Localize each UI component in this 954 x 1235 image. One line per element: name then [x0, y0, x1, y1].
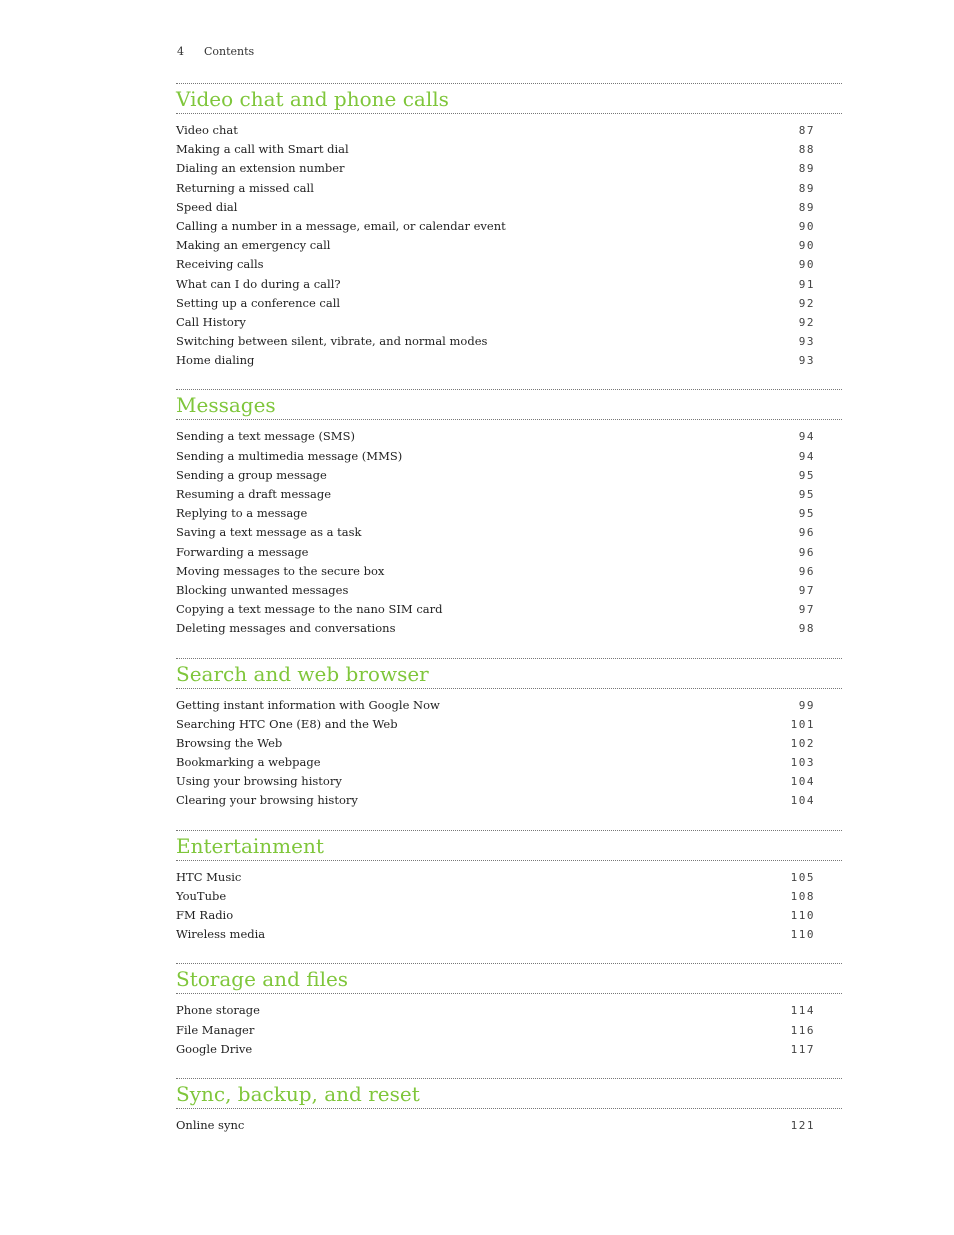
toc-entry-page-number: 102 — [790, 736, 815, 750]
toc-entry-label: Deleting messages and conversations — [176, 621, 396, 636]
toc-entry-page-number: 92 — [798, 315, 815, 329]
toc-entry-page-number: 89 — [798, 200, 815, 214]
toc-entry-label: Returning a missed call — [176, 180, 314, 195]
toc-entry-label: Getting instant information with Google Now — [176, 697, 440, 712]
toc-entry[interactable] — [176, 696, 842, 715]
toc-entry[interactable] — [176, 351, 842, 370]
toc-entry[interactable] — [176, 332, 842, 351]
toc-entry-label: Blocking unwanted messages — [176, 582, 349, 597]
toc-entry-page-number: 90 — [798, 239, 815, 253]
section-title[interactable]: Video chat and phone calls — [176, 83, 842, 114]
toc-entry-label: Saving a text message as a task — [176, 525, 362, 540]
toc-entry-page-number: 96 — [798, 564, 815, 578]
toc-entry[interactable] — [176, 313, 842, 332]
toc-entry-label: FM Radio — [176, 908, 234, 922]
toc-entry[interactable] — [176, 791, 842, 810]
toc-entry-label: Clearing your browsing history — [176, 793, 358, 808]
toc-section — [176, 83, 842, 370]
toc-entry[interactable] — [176, 1116, 842, 1135]
toc-entry-page-number: 101 — [790, 717, 815, 731]
toc-entry[interactable] — [176, 753, 842, 772]
toc-entry-label: Wireless media — [176, 927, 266, 942]
toc-entry[interactable] — [176, 887, 842, 906]
toc-entry[interactable] — [176, 121, 842, 140]
toc-entry[interactable] — [176, 447, 842, 466]
toc-entry-label: Speed dial — [176, 199, 238, 214]
toc-entry-label: Forwarding a message — [176, 544, 309, 559]
toc-entry[interactable] — [176, 427, 842, 446]
toc-entry-label: Searching HTC One (E8) and the Web — [176, 716, 398, 731]
toc-entry-page-number: 88 — [798, 143, 815, 157]
toc-entry-label: Using your browsing history — [176, 774, 342, 789]
toc-entry-page-number: 117 — [790, 1042, 815, 1056]
toc-entry[interactable] — [176, 600, 842, 619]
page-number: 4 — [177, 45, 184, 58]
toc-entry-page-number: 87 — [798, 124, 815, 137]
toc-entry[interactable] — [176, 715, 842, 734]
toc-entry-page-number: 90 — [798, 258, 815, 272]
toc-entry-label: Setting up a conference call — [176, 295, 341, 310]
toc-section — [176, 389, 842, 638]
toc-entry-page-number: 98 — [798, 622, 815, 636]
toc-entry-label: HTC Music — [176, 869, 242, 884]
toc-entry[interactable] — [176, 906, 842, 925]
toc-entry-label: Making a call with Smart dial — [176, 142, 349, 157]
toc-entry-label: Resuming a draft message — [176, 487, 332, 501]
toc-entry-label: Google Drive — [176, 1041, 253, 1056]
toc-entry-label: Receiving calls — [176, 257, 264, 272]
toc-entry[interactable] — [176, 504, 842, 523]
toc-entry-label: Phone storage — [176, 1003, 260, 1018]
section-title[interactable]: Search and web browser — [176, 658, 842, 689]
toc-entry-label: Call History — [176, 314, 246, 329]
toc-entry-page-number: 95 — [798, 507, 815, 521]
table-of-contents — [176, 83, 842, 1154]
toc-entry[interactable] — [176, 236, 842, 255]
toc-entry-label: Dialing an extension number — [176, 161, 345, 176]
toc-entry-page-number: 93 — [798, 354, 815, 368]
toc-section — [176, 1078, 842, 1135]
toc-entry-page-number: 99 — [798, 698, 815, 712]
toc-entry[interactable] — [176, 275, 842, 294]
toc-entry-page-number: 103 — [790, 756, 815, 770]
toc-entry-label: Bookmarking a webpage — [176, 755, 321, 770]
toc-entry[interactable] — [176, 466, 842, 485]
toc-entry-page-number: 110 — [790, 928, 815, 942]
section-title[interactable]: Storage and files — [176, 963, 842, 994]
toc-entry-page-number: 97 — [798, 603, 815, 617]
toc-entry-page-number: 108 — [790, 889, 815, 903]
toc-entry-label: Online sync — [176, 1117, 245, 1132]
toc-entry-page-number: 95 — [798, 468, 815, 482]
toc-entry-page-number: 94 — [798, 449, 815, 463]
page-header — [177, 45, 254, 58]
toc-entry-page-number: 96 — [798, 545, 815, 559]
toc-entry-label: Sending a text message (SMS) — [176, 429, 355, 444]
toc-entry-label: Video chat — [176, 123, 238, 137]
toc-entry[interactable] — [176, 217, 842, 236]
toc-entry[interactable] — [176, 619, 842, 638]
toc-entry-label: Calling a number in a message, email, or calendar event — [176, 218, 506, 233]
toc-entry-label: Copying a text message to the nano SIM card — [176, 602, 443, 617]
toc-entry-page-number: 110 — [790, 909, 815, 922]
toc-entry-label: YouTube — [176, 888, 227, 903]
toc-entry[interactable] — [176, 1040, 842, 1059]
toc-section — [176, 658, 842, 811]
toc-entry-page-number: 105 — [790, 870, 815, 884]
toc-entry[interactable] — [176, 294, 842, 313]
toc-entry-page-number: 91 — [798, 277, 815, 291]
toc-entry-page-number: 104 — [790, 794, 815, 808]
toc-entry-label: What can I do during a call? — [176, 276, 341, 291]
toc-entry-page-number: 96 — [798, 526, 815, 540]
toc-entry-label: Switching between silent, vibrate, and normal modes — [176, 334, 488, 349]
toc-entry-label: Making an emergency call — [176, 238, 331, 253]
toc-entry[interactable] — [176, 543, 842, 562]
toc-entry-page-number: 104 — [790, 775, 815, 789]
toc-entry-page-number: 95 — [798, 488, 815, 501]
toc-entry[interactable] — [176, 868, 842, 887]
toc-entry[interactable] — [176, 772, 842, 791]
header-section-title: Contents — [204, 45, 255, 58]
toc-entry-page-number: 89 — [798, 162, 815, 176]
toc-entry-label: Browsing the Web — [176, 735, 283, 750]
toc-entry-label: Sending a group message — [176, 467, 327, 482]
toc-entry[interactable] — [176, 581, 842, 600]
toc-entry-page-number: 97 — [798, 583, 815, 597]
toc-entry[interactable] — [176, 255, 842, 274]
toc-entry-label: Sending a multimedia message (MMS) — [176, 448, 403, 463]
toc-entry[interactable] — [176, 159, 842, 178]
toc-entry-page-number: 121 — [790, 1118, 815, 1132]
section-title[interactable]: Entertainment — [176, 830, 842, 861]
toc-entry[interactable] — [176, 1021, 842, 1040]
toc-entry[interactable] — [176, 562, 842, 581]
toc-entry-label: Moving messages to the secure box — [176, 563, 385, 578]
toc-entry[interactable] — [176, 140, 842, 159]
toc-entry-page-number: 89 — [798, 181, 815, 195]
toc-entry[interactable] — [176, 198, 842, 217]
toc-entry[interactable] — [176, 179, 842, 198]
toc-entry-page-number: 116 — [790, 1023, 815, 1037]
section-title[interactable]: Sync, backup, and reset — [176, 1078, 842, 1109]
toc-entry[interactable] — [176, 734, 842, 753]
toc-entry[interactable] — [176, 485, 842, 504]
section-title[interactable]: Messages — [176, 389, 842, 420]
toc-entry-page-number: 92 — [798, 296, 815, 310]
toc-entry-label: Replying to a message — [176, 506, 308, 521]
toc-entry-page-number: 90 — [798, 219, 815, 233]
toc-entry-page-number: 93 — [798, 335, 815, 349]
toc-section — [176, 963, 842, 1059]
toc-section — [176, 830, 842, 945]
toc-entry-label: Home dialing — [176, 353, 255, 368]
toc-entry-page-number: 114 — [790, 1004, 815, 1018]
toc-entry-page-number: 94 — [798, 430, 815, 444]
toc-entry[interactable] — [176, 1001, 842, 1020]
toc-entry[interactable] — [176, 925, 842, 944]
toc-entry-label: File Manager — [176, 1022, 255, 1037]
toc-entry[interactable] — [176, 523, 842, 542]
